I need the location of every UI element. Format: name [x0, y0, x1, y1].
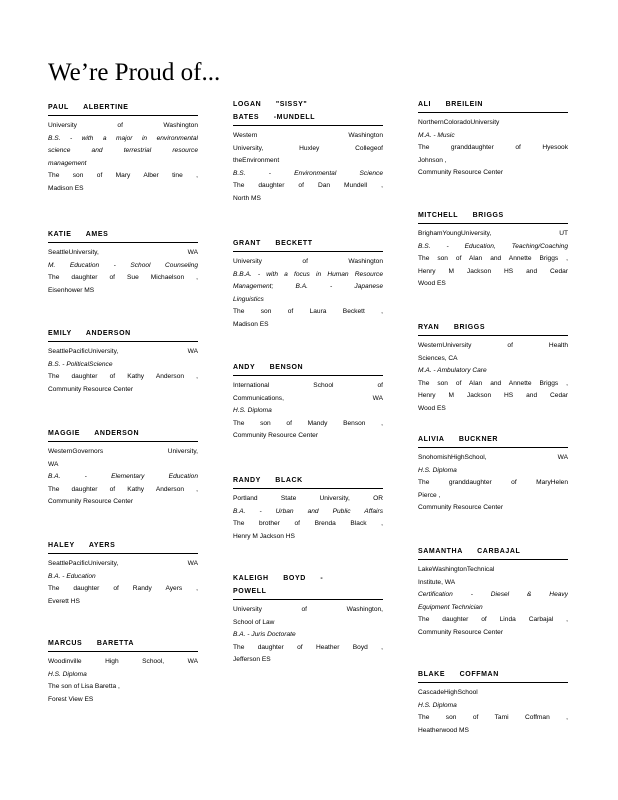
honoree-detail-line: The granddaughter of MaryHelen: [418, 479, 568, 487]
honoree-detail-line: Jefferson ES: [233, 656, 271, 664]
honoree-detail-line: Communications, WA: [233, 394, 383, 402]
honoree-entry: [418, 668, 568, 737]
honoree-detail-line: M. Education - School Counseling: [48, 261, 198, 269]
honoree-entry: [233, 572, 383, 667]
honoree-detail-line: University, Huxley Collegeof: [233, 144, 383, 152]
divider: [418, 112, 568, 113]
honoree-detail-line: B.S. - Environmental Science: [233, 169, 383, 177]
honoree-detail-line: management: [48, 159, 87, 167]
honoree-entry: [418, 433, 568, 515]
honoree-detail-line: Community Resource Center: [418, 169, 504, 177]
honoree-detail-line: H.S. Diploma: [418, 701, 457, 709]
honoree-detail-line: Management; B.A. - Japanese: [233, 283, 383, 291]
honoree-detail-line: Henry M Jackson HS: [233, 532, 295, 540]
honoree-detail-line: H.S. Diploma: [48, 670, 87, 678]
honoree-name: ANDY BENSON: [233, 364, 304, 371]
honoree-detail-line: The son of Alan and Annette Briggs ,: [418, 379, 568, 387]
honoree-detail-line: University of Washington: [233, 258, 383, 265]
honoree-detail-line: North MS: [233, 194, 261, 202]
honoree-detail-line: Linguistics: [233, 295, 264, 303]
honoree-name: ALIVIA BUCKNER: [418, 436, 499, 443]
honoree-name: HALEY AYERS: [48, 542, 116, 549]
honoree-entry: [418, 321, 568, 416]
honoree-detail-line: CascadeHighSchool: [418, 689, 478, 696]
honoree-entry: [418, 209, 568, 291]
honoree-name: PAUL ALBERTINE: [48, 104, 129, 111]
page-title: We’re Proud of...: [48, 59, 221, 86]
honoree-entry: [48, 327, 198, 396]
honoree-name: MAGGIE ANDERSON: [48, 430, 140, 437]
divider: [418, 223, 568, 224]
honoree-detail-line: NorthernColoradoUniversity: [418, 119, 500, 126]
honoree-name: MARCUS BARETTA: [48, 640, 134, 647]
honoree-detail-line: Henry M Jackson HS and Cedar: [418, 267, 568, 275]
honoree-detail-line: The son of Alan and Annette Briggs ,: [418, 255, 568, 263]
honoree-detail-line: B.S. - with a major in environmental: [48, 134, 198, 142]
honoree-name: RANDY BLACK: [233, 477, 303, 484]
honoree-detail-line: B.S. - PoliticalScience: [48, 360, 113, 368]
divider: [233, 375, 383, 376]
honoree-detail-line: H.S. Diploma: [418, 466, 457, 474]
honoree-detail-line: B.S. - Education, Teaching/Coaching: [418, 242, 568, 250]
honoree-detail-line: Madison ES: [48, 184, 84, 192]
divider: [48, 553, 198, 554]
honoree-entry: [48, 427, 198, 509]
honoree-detail-line: Madison ES: [233, 320, 269, 328]
honoree-detail-line: Wood ES: [418, 280, 446, 288]
honoree-detail-line: University of Washington: [48, 122, 198, 129]
honoree-detail-line: The daughter of Dan Mundell ,: [233, 182, 383, 190]
honoree-detail-line: The granddaughter of Hyesook: [418, 144, 568, 152]
honoree-name: BLAKE COFFMAN: [418, 671, 499, 678]
honoree-detail-line: Community Resource Center: [48, 498, 134, 506]
honoree-detail-line: M.A. - Music: [418, 131, 455, 139]
divider: [418, 682, 568, 683]
honoree-detail-line: H.S. Diploma: [233, 407, 272, 415]
honoree-entry: [48, 228, 198, 297]
honoree-detail-line: B.A. - Elementary Education: [48, 473, 198, 481]
divider: [233, 251, 383, 252]
honoree-entry: [48, 101, 198, 196]
honoree-detail-line: B.A. - Education: [48, 572, 96, 580]
honoree-detail-line: Community Resource Center: [233, 432, 319, 440]
honoree-detail-line: SeattlePacificUniversity, WA: [48, 348, 198, 355]
honoree-detail-line: SeattlePacificUniversity, WA: [48, 560, 198, 567]
honoree-name: GRANT BECKETT: [233, 240, 313, 247]
honoree-detail-line: SnohomishHighSchool, WA: [418, 454, 568, 461]
honoree-detail-line: The daughter of Kathy Anderson ,: [48, 485, 198, 493]
divider: [48, 441, 198, 442]
honoree-detail-line: International School of: [233, 382, 383, 389]
honoree-detail-line: Eisenhower MS: [48, 286, 95, 294]
honoree-detail-line: B.B.A. - with a focus in Human Resource: [233, 270, 383, 278]
honoree-detail-line: Woodinville High School, WA: [48, 658, 198, 665]
honoree-detail-line: SeattleUniversity, WA: [48, 249, 198, 256]
honoree-detail-line: The son of Mandy Benson ,: [233, 419, 383, 427]
honoree-name: RYAN BRIGGS: [418, 324, 486, 331]
honoree-detail-line: The son of Lisa Baretta ,: [48, 683, 120, 691]
divider: [48, 242, 198, 243]
honoree-name: KATIE AMES: [48, 231, 109, 238]
honoree-name: ALI BREILEIN: [418, 101, 484, 108]
honoree-detail-line: WesternGovernors University,: [48, 448, 198, 455]
honoree-name: SAMANTHA CARBAJAL: [418, 548, 521, 555]
honoree-detail-line: theEnvironment: [233, 157, 280, 165]
honoree-entry: [48, 539, 198, 608]
honoree-detail-line: Institute, WA: [418, 578, 456, 586]
honoree-detail-line: Sciences, CA: [418, 354, 458, 362]
divider: [418, 335, 568, 336]
honoree-detail-line: BrighamYoungUniversity, UT: [418, 230, 568, 237]
honoree-entry: [418, 98, 568, 180]
honoree-name: LOGAN "SISSY" BATES -MUNDELL: [233, 101, 316, 121]
honoree-entry: [233, 237, 383, 332]
honoree-detail-line: Western Washington: [233, 132, 383, 139]
honoree-detail-line: The daughter of Kathy Anderson ,: [48, 373, 198, 381]
divider: [48, 341, 198, 342]
honoree-detail-line: WesternUniversity of Health: [418, 342, 568, 349]
divider: [418, 447, 568, 448]
honoree-detail-line: WA: [48, 460, 59, 468]
honoree-detail-line: Heatherwood MS: [418, 726, 469, 734]
honoree-detail-line: Equipment Technician: [418, 603, 483, 611]
honoree-entry: [48, 637, 198, 706]
honoree-detail-line: The brother of Brenda Black ,: [233, 520, 383, 528]
honoree-name: KALEIGH BOYD - POWELL: [233, 575, 324, 595]
honoree-detail-line: The son of Laura Beckett ,: [233, 308, 383, 316]
honoree-detail-line: B.A. - Juris Doctorate: [233, 631, 296, 639]
divider: [233, 488, 383, 489]
honoree-detail-line: Henry M Jackson HS and Cedar: [418, 392, 568, 400]
honoree-detail-line: science and terrestrial resource: [48, 147, 198, 155]
honoree-name: EMILY ANDERSON: [48, 330, 131, 337]
divider: [48, 651, 198, 652]
honoree-detail-line: The daughter of Linda Carbajal ,: [418, 616, 568, 624]
honoree-detail-line: Pierce ,: [418, 491, 441, 499]
honoree-detail-line: Johnson ,: [418, 156, 447, 164]
honoree-detail-line: Certification - Diesel & Heavy: [418, 591, 568, 599]
honoree-detail-line: Community Resource Center: [48, 385, 134, 393]
honoree-name: MITCHELL BRIGGS: [418, 212, 504, 219]
honoree-detail-line: Everett HS: [48, 597, 80, 605]
honoree-detail-line: Portland State University, OR: [233, 495, 383, 502]
honoree-detail-line: University of Washington,: [233, 606, 383, 613]
divider: [233, 599, 383, 600]
honoree-entry: [233, 474, 383, 543]
divider: [233, 125, 383, 126]
honoree-detail-line: The daughter of Sue Michaelson ,: [48, 274, 198, 282]
honoree-detail-line: Wood ES: [418, 404, 446, 412]
honoree-detail-line: Community Resource Center: [418, 504, 504, 512]
honoree-entry: [233, 361, 383, 443]
honoree-detail-line: The daughter of Heather Boyd ,: [233, 643, 383, 651]
honoree-entry: [418, 545, 568, 640]
honoree-detail-line: B.A. - Urban and Public Affairs: [233, 507, 383, 515]
honoree-detail-line: Community Resource Center: [418, 628, 504, 636]
divider: [418, 559, 568, 560]
honoree-detail-line: School of Law: [233, 618, 275, 626]
divider: [48, 115, 198, 116]
honoree-detail-line: The son of Tami Coffman ,: [418, 714, 568, 722]
honoree-detail-line: Forest View ES: [48, 695, 94, 703]
honoree-detail-line: LakeWashingtonTechnical: [418, 566, 495, 573]
honoree-detail-line: M.A. - Ambulatory Care: [418, 367, 487, 375]
honoree-entry: [233, 98, 383, 206]
honoree-detail-line: The son of Mary Alber tine ,: [48, 172, 198, 180]
honoree-detail-line: The daughter of Randy Ayers ,: [48, 585, 198, 593]
